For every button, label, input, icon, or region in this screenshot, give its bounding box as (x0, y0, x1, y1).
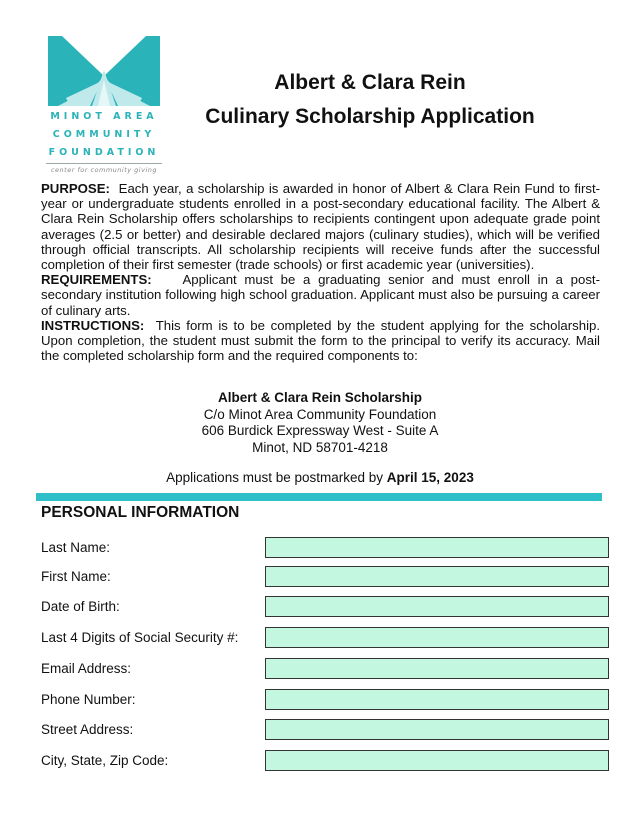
date-of-birth-input[interactable] (265, 596, 609, 617)
city-state-zip-input[interactable] (265, 750, 609, 771)
intro-text (41, 181, 600, 363)
phone-input[interactable] (265, 689, 609, 710)
deadline-date: April 15, 2023 (386, 470, 474, 485)
purpose-paragraph (41, 181, 600, 272)
instructions-label: INSTRUCTIONS: (41, 317, 145, 333)
instructions-text: This form is to be completed by the student applying for the scholarship. Upon completion, the student must submit the form to the principal to verify its accuracy. Mail the completed scholarship form and the required components to: (41, 317, 600, 364)
mailing-address (40, 390, 600, 456)
purpose-text: Each year, a scholarship is awarded in honor of Albert & Clara Rein Fund to first-year or undergraduate students enrolled in a post-secondary educational facility. The Albert & Clara Rein Scholarship offers scholarships to recipients contingent upon adequate grade point averages (2.5 or better) and desirable declared majors (culinary studies), which will be verified through official transcripts. All scholarship recipients will receive funds after the successful completion of their first semester (trade schools) or first academic year (universities). (41, 181, 600, 273)
requirements-paragraph (41, 272, 600, 318)
requirements-label: REQUIREMENTS: (41, 272, 152, 288)
field-label: Street Address: (41, 722, 134, 737)
instructions-paragraph (41, 318, 600, 364)
field-label: First Name: (41, 569, 111, 584)
ssn-last4-input[interactable] (265, 627, 609, 648)
address-line1: C/o Minot Area Community Foundation (203, 406, 437, 422)
logo-text-line3: FOUNDATION (48, 147, 160, 158)
section-title: PERSONAL INFORMATION (41, 504, 240, 521)
logo-mark-icon (48, 36, 160, 106)
requirements-text: Applicant must be a graduating senior and must enroll in a post-secondary institution following high school graduation. Applicant must also be pursuing a career of culinary arts. (41, 272, 600, 318)
last-name-input[interactable] (265, 537, 609, 558)
title-line2: Culinary Scholarship Application (205, 105, 535, 128)
field-label: Phone Number: (41, 692, 136, 707)
logo-divider (46, 163, 162, 164)
field-row-ssn (41, 627, 602, 649)
field-row-email (41, 658, 602, 680)
section-divider (36, 493, 602, 501)
field-row-last-name (41, 537, 602, 559)
first-name-input[interactable] (265, 566, 609, 587)
street-address-input[interactable] (265, 719, 609, 740)
field-row-first-name (41, 566, 602, 588)
field-label: Email Address: (41, 661, 132, 676)
address-line2: 606 Burdick Expressway West - Suite A (201, 423, 439, 438)
address-name: Albert & Clara Rein Scholarship (217, 390, 423, 405)
field-label: Date of Birth: (41, 599, 120, 614)
deadline-prefix: Applications must be postmarked by (166, 470, 384, 485)
page-title (180, 66, 560, 134)
purpose-label: PURPOSE: (41, 181, 110, 196)
logo-tagline: center for community giving (50, 166, 158, 174)
field-row-street (41, 719, 602, 741)
field-row-dob (41, 596, 602, 618)
email-input[interactable] (265, 658, 609, 679)
field-row-phone (41, 689, 602, 711)
deadline-notice (40, 470, 600, 485)
title-line1: Albert & Clara Rein (274, 71, 466, 94)
foundation-logo (44, 36, 164, 174)
field-label: City, State, Zip Code: (41, 753, 169, 768)
logo-text-line2: COMMUNITY (52, 129, 156, 140)
logo-text-line1: MINOT AREA (50, 111, 158, 122)
address-line3: Minot, ND 58701-4218 (252, 439, 388, 455)
field-row-city (41, 750, 602, 772)
field-label: Last Name: (41, 540, 111, 555)
field-label: Last 4 Digits of Social Security #: (41, 630, 239, 645)
